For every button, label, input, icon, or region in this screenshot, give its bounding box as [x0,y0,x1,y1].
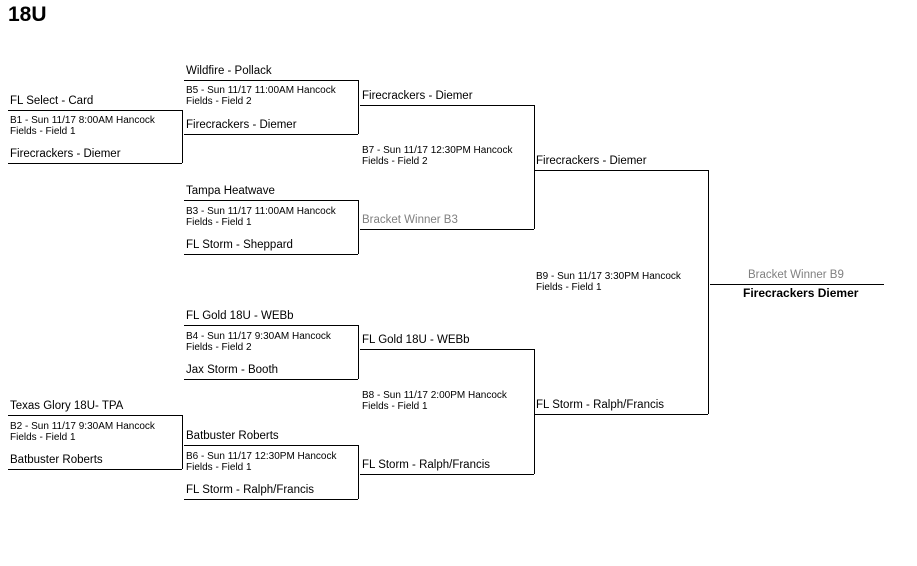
round2-game1-bottom-team: Bracket Winner B3 [362,214,458,226]
final-bottom-team: FL Storm - Ralph/Francis [536,399,665,411]
round1-game1-bottom-team: Firecrackers - Diemer [10,148,121,160]
round1-game1-top-line [8,110,182,111]
round2-game2-connector [534,349,535,474]
round1-game3-top-line [184,200,358,201]
final-top-team: Firecrackers - Diemer [536,155,647,167]
round1-game3-bottom-team: FL Storm - Sheppard [186,239,293,251]
round2-game2-top-line [360,349,534,350]
round2-game1-field: Fields - Field 2 [362,156,428,167]
round1-game6-connector [358,445,359,499]
round1-game1-label: B1 - Sun 11/17 8:00AM Hancock [10,115,155,126]
round2-game2-top-team: FL Gold 18U - WEBb [362,334,470,346]
champion-name: Firecrackers Diemer [743,286,859,300]
final-game-label: B9 - Sun 11/17 3:30PM Hancock [536,271,681,282]
champion-line [710,284,884,285]
round1-game3-label: B3 - Sun 11/17 11:00AM Hancock [186,206,336,217]
round1-game4-bottom-team: Jax Storm - Booth [186,364,279,376]
round2-game2-field: Fields - Field 1 [362,401,428,412]
final-connector [708,170,709,414]
round1-game3-bottom-line [184,254,358,255]
round1-game6-bottom-line [184,499,358,500]
round2-game1-top-team: Firecrackers - Diemer [362,90,473,102]
round1-game6-label: B6 - Sun 11/17 12:30PM Hancock [186,451,337,462]
round1-game2-bottom-line [184,134,358,135]
round1-game6-top-team: Batbuster Roberts [186,430,279,442]
round1-game4-connector [358,325,359,379]
round1-game1-field: Fields - Field 1 [10,126,76,137]
round1-game1-bottom-line [8,163,182,164]
round1-game2-label: B5 - Sun 11/17 11:00AM Hancock [186,85,336,96]
round1-game3-connector [358,200,359,254]
round1-game5-bottom-team: Batbuster Roberts [10,454,103,466]
round1-game5-top-team: Texas Glory 18U- TPA [10,400,124,412]
round1-game6-bottom-team: FL Storm - Ralph/Francis [186,484,315,496]
round1-game1-top-team: FL Select - Card [10,95,94,107]
round2-game2-label: B8 - Sun 11/17 2:00PM Hancock [362,390,507,401]
champion-slot-label: Bracket Winner B9 [748,269,844,281]
round1-game2-connector [358,80,359,134]
round1-game2-bottom-team: Firecrackers - Diemer [186,119,297,131]
round1-game5-field: Fields - Field 1 [10,432,76,443]
round1-game4-top-team: FL Gold 18U - WEBb [186,310,294,322]
round2-game2-bottom-line [360,474,534,475]
round1-game6-top-line [184,445,358,446]
round1-game4-label: B4 - Sun 11/17 9:30AM Hancock [186,331,331,342]
round1-game1-connector [182,110,183,163]
final-bottom-line [534,414,708,415]
round1-game3-field: Fields - Field 1 [186,217,252,228]
round1-game2-top-line [184,80,358,81]
round1-game2-field: Fields - Field 2 [186,96,252,107]
round2-game1-top-line [360,105,534,106]
round1-game3-top-team: Tampa Heatwave [186,185,275,197]
round1-game4-bottom-line [184,379,358,380]
round1-game4-field: Fields - Field 2 [186,342,252,353]
round2-game1-connector [534,105,535,229]
round1-game2-top-team: Wildfire - Pollack [186,65,272,77]
final-game-field: Fields - Field 1 [536,282,602,293]
round2-game2-bottom-team: FL Storm - Ralph/Francis [362,459,491,471]
round1-game5-top-line [8,415,182,416]
round1-game4-top-line [184,325,358,326]
page-title: 18U [8,3,47,26]
round1-game5-label: B2 - Sun 11/17 9:30AM Hancock [10,421,155,432]
round1-game5-bottom-line [8,469,182,470]
round1-game6-field: Fields - Field 1 [186,462,252,473]
round2-game1-label: B7 - Sun 11/17 12:30PM Hancock [362,145,513,156]
final-top-line [534,170,708,171]
round2-game1-bottom-line [360,229,534,230]
round1-game5-connector [182,415,183,469]
